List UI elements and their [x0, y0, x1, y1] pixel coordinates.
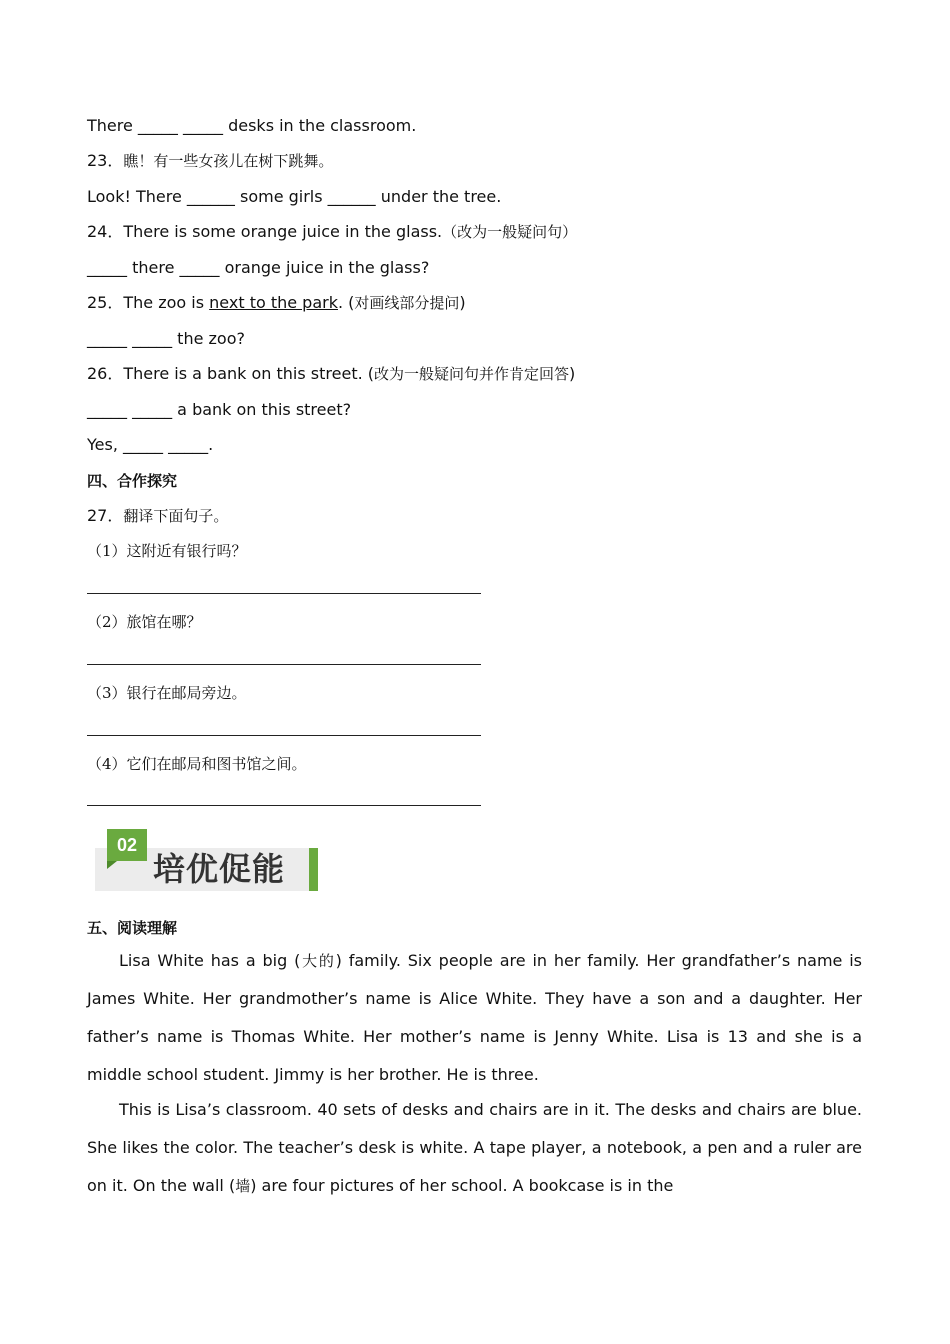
item-number: （1） [87, 542, 127, 560]
banner-badge: 02 [107, 829, 147, 861]
item-number: （2） [87, 613, 127, 631]
translate-item-2 [87, 612, 202, 632]
question-number: 24． [87, 222, 124, 241]
section-4-heading: 四、合作探究 [87, 472, 178, 490]
paragraph-text: ) are four pictures of her school. A bookcase is in the [250, 1176, 674, 1195]
chinese-sentence: 旅馆在哪？ [126, 613, 202, 631]
sentence-text: The zoo is [123, 293, 210, 312]
banner-title: 培优促能 [153, 850, 286, 888]
chinese-prompt: 瞧！有一些女孩儿在树下跳舞。 [123, 152, 334, 170]
question-27-prompt [87, 506, 228, 526]
question-26-prompt [87, 364, 575, 384]
reading-paragraph-2 [87, 1091, 862, 1205]
banner-accent-bar [309, 848, 318, 891]
answer-template: _____ _____ a bank on this street? [87, 400, 352, 419]
question-24-prompt [87, 222, 577, 242]
chinese-sentence: 这附近有银行吗？ [126, 542, 247, 560]
answer-line-3[interactable] [87, 735, 481, 736]
question-number: 27． [87, 506, 124, 525]
item-number: （4） [87, 755, 127, 773]
chinese-sentence: 银行在邮局旁边。 [126, 684, 247, 702]
answer-template: Yes, _____ _____. [87, 435, 214, 454]
answer-template: _____ there _____ orange juice in the glass? [87, 258, 430, 277]
translate-item-1 [87, 541, 247, 561]
chinese-sentence: 它们在邮局和图书馆之间。 [126, 755, 307, 773]
question-25-prompt [87, 293, 466, 313]
question-number: 25． [87, 293, 124, 312]
reading-paragraph-1 [87, 942, 862, 1094]
item-number: （3） [87, 684, 127, 702]
paragraph-text: ) family. Six people are in her family. Her grandfather’s name is James White. Her grandmother’s name is Alice White. They have a son and a daughter. Her father’s name is Thomas White. Her mother’s name is Jenny White. Lisa is 13 and she is a middle school student. Jimmy is her brother. He is three. [87, 951, 862, 1084]
question-26-answer-1 [87, 400, 351, 420]
paragraph-text: This is Lisa’s classroom. 40 sets of desks and chairs are in it. The desks and chairs are blue. She likes the color. The teacher’s desk is white. A tape player, a notebook, a pen and a ruler are on it. On the wall ( [87, 1100, 862, 1195]
sentence-text: Look! There ______ some girls ______ under the tree. [87, 187, 502, 206]
answer-line-4[interactable] [87, 805, 481, 806]
badge-tail [107, 861, 117, 869]
instruction-text: （改为一般疑问句） [442, 223, 578, 241]
question-23-prompt [87, 151, 333, 171]
sentence-text: ) [569, 364, 576, 383]
section-banner [95, 829, 320, 891]
question-26-answer-2 [87, 435, 213, 455]
question-23-sentence [87, 187, 501, 207]
underlined-phrase: next to the park [209, 293, 338, 312]
sentence-text: . ( [337, 293, 355, 312]
instruction-text: 对画线部分提问 [354, 294, 460, 312]
section-5-heading: 五、阅读理解 [87, 919, 178, 937]
translate-item-3 [87, 683, 247, 703]
answer-line-2[interactable] [87, 664, 481, 665]
instruction-text: 改为一般疑问句并作肯定回答 [374, 365, 570, 383]
question-number: 26． [87, 364, 124, 383]
sentence-text: There is a bank on this street. ( [123, 364, 375, 383]
sentence-text: ) [459, 293, 466, 312]
sentence-text: There _____ _____ desks in the classroom. [87, 116, 417, 135]
answer-template: _____ _____ the zoo? [87, 329, 245, 348]
sentence-text: There is some orange juice in the glass. [123, 222, 443, 241]
paragraph-text: Lisa White has a big ( [119, 951, 301, 970]
question-number: 23． [87, 151, 124, 170]
translate-item-4 [87, 754, 307, 774]
fill-in-sentence [87, 116, 416, 136]
question-24-answer [87, 258, 429, 278]
answer-line-1[interactable] [87, 593, 481, 594]
question-25-answer [87, 329, 245, 349]
chinese-gloss: 大的 [300, 952, 336, 970]
chinese-gloss: 墙 [235, 1177, 251, 1195]
chinese-prompt: 翻译下面句子。 [123, 507, 229, 525]
